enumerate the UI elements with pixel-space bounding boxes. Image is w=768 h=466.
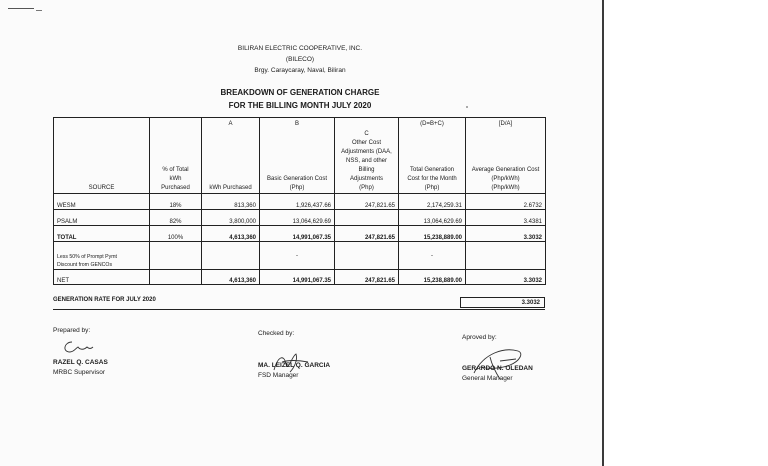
approved-by-block xyxy=(462,364,533,384)
org-address: Brgy. Caraycaray, Naval, Biliran xyxy=(254,67,346,74)
pct-cell: 100% xyxy=(150,226,202,242)
pct-cell: 18% xyxy=(150,194,202,210)
basic-cost-cell: 14,991,067.35 xyxy=(260,226,335,242)
preparer-title: MRBC Supervisor xyxy=(53,369,106,376)
table-row-discount xyxy=(54,242,546,270)
generation-rate-label: GENERATION RATE FOR JULY 2020 xyxy=(53,297,156,303)
divider-line xyxy=(53,309,545,310)
avg-cost-cell xyxy=(466,242,546,270)
source-cell: WESM xyxy=(54,194,150,210)
kwh-cell: 3,800,000 xyxy=(202,210,260,226)
approver-title: General Manager xyxy=(462,375,513,382)
kwh-cell xyxy=(202,242,260,270)
pct-cell xyxy=(150,242,202,270)
preparer-name: RAZEL Q. CASAS xyxy=(53,359,108,366)
org-name: BILIRAN ELECTRIC COOPERATIVE, INC. xyxy=(237,45,363,52)
table-row-psalm xyxy=(54,210,546,226)
approver-name: GERARDO N. OLEDAN xyxy=(462,365,533,372)
pct-cell xyxy=(150,270,202,285)
checker-title: FSD Manager xyxy=(258,372,299,379)
kwh-cell: 4,613,360 xyxy=(202,226,260,242)
pct-cell: 82% xyxy=(150,210,202,226)
basic-cost-cell: 14,991,067.35 xyxy=(260,270,335,285)
table-row-net xyxy=(54,270,546,285)
approved-by-label: Aproved by: xyxy=(462,334,497,341)
col-other-header: C Other Cost Adjustments (DAA, NSS, and other Billing Adjustments (Php) xyxy=(335,118,399,194)
table-header-row xyxy=(54,118,546,194)
doc-title-line1: BREAKDOWN OF GENERATION CHARGE xyxy=(220,88,380,97)
doc-title-line2: FOR THE BILLING MONTH JULY 2020 xyxy=(228,101,372,110)
avg-cost-cell: 3.4381 xyxy=(466,210,546,226)
total-cost-cell: - xyxy=(399,242,466,270)
col-basic-header: B Basic Generation Cost (Php) xyxy=(260,118,335,194)
other-adj-cell xyxy=(335,210,399,226)
avg-cost-cell: 2.6732 xyxy=(466,194,546,210)
col-avg-header: [D/A] Average Generation Cost (Php/kWh) (Php/kWh) xyxy=(466,118,546,194)
prepared-by-label: Prepared by: xyxy=(53,327,91,334)
avg-cost-cell: 3.3032 xyxy=(466,270,546,285)
source-cell: NET xyxy=(54,270,150,285)
kwh-cell: 813,360 xyxy=(202,194,260,210)
generation-rate-value: 3.3032 xyxy=(460,297,545,308)
source-cell: Less 50% of Prompt Pymt Discount from GENCOs xyxy=(54,242,150,270)
avg-cost-cell: 3.3032 xyxy=(466,226,546,242)
checked-by-label: Checked by: xyxy=(258,330,295,337)
org-abbr: (BILECO) xyxy=(285,56,315,63)
signature-casas-icon xyxy=(60,338,100,356)
total-cost-cell: 15,238,889.00 xyxy=(399,270,466,285)
table-row-wesm xyxy=(54,194,546,210)
total-cost-cell: 15,238,889.00 xyxy=(399,226,466,242)
checker-name: MA. LEIZEL Q. GARCIA xyxy=(258,362,331,369)
other-adj-cell: 247,821.65 xyxy=(335,194,399,210)
basic-cost-cell: 1,926,437.66 xyxy=(260,194,335,210)
checked-by-block xyxy=(258,361,330,381)
scan-mark xyxy=(36,10,42,11)
col-pct-header: % of Total kWh Purchased xyxy=(150,118,202,194)
generation-charge-table xyxy=(53,117,546,285)
scan-mark xyxy=(8,8,34,9)
col-total-header: (D=B+C) Total Generation Cost for the Month (Php) xyxy=(399,118,466,194)
basic-cost-cell: - xyxy=(260,242,335,270)
table-row-total xyxy=(54,226,546,242)
prepared-by-block xyxy=(53,358,108,378)
total-cost-cell: 13,064,629.69 xyxy=(399,210,466,226)
col-kwh-header: A kWh Purchased xyxy=(202,118,260,194)
total-cost-cell: 2,174,259.31 xyxy=(399,194,466,210)
col-source-header: SOURCE xyxy=(54,118,150,194)
source-cell: PSALM xyxy=(54,210,150,226)
other-adj-cell: 247,821.65 xyxy=(335,226,399,242)
other-adj-cell xyxy=(335,242,399,270)
kwh-cell: 4,613,360 xyxy=(202,270,260,285)
basic-cost-cell: 13,064,629.69 xyxy=(260,210,335,226)
source-cell: TOTAL xyxy=(54,226,150,242)
page-edge xyxy=(602,0,604,466)
scan-speck xyxy=(466,106,468,108)
other-adj-cell: 247,821.65 xyxy=(335,270,399,285)
